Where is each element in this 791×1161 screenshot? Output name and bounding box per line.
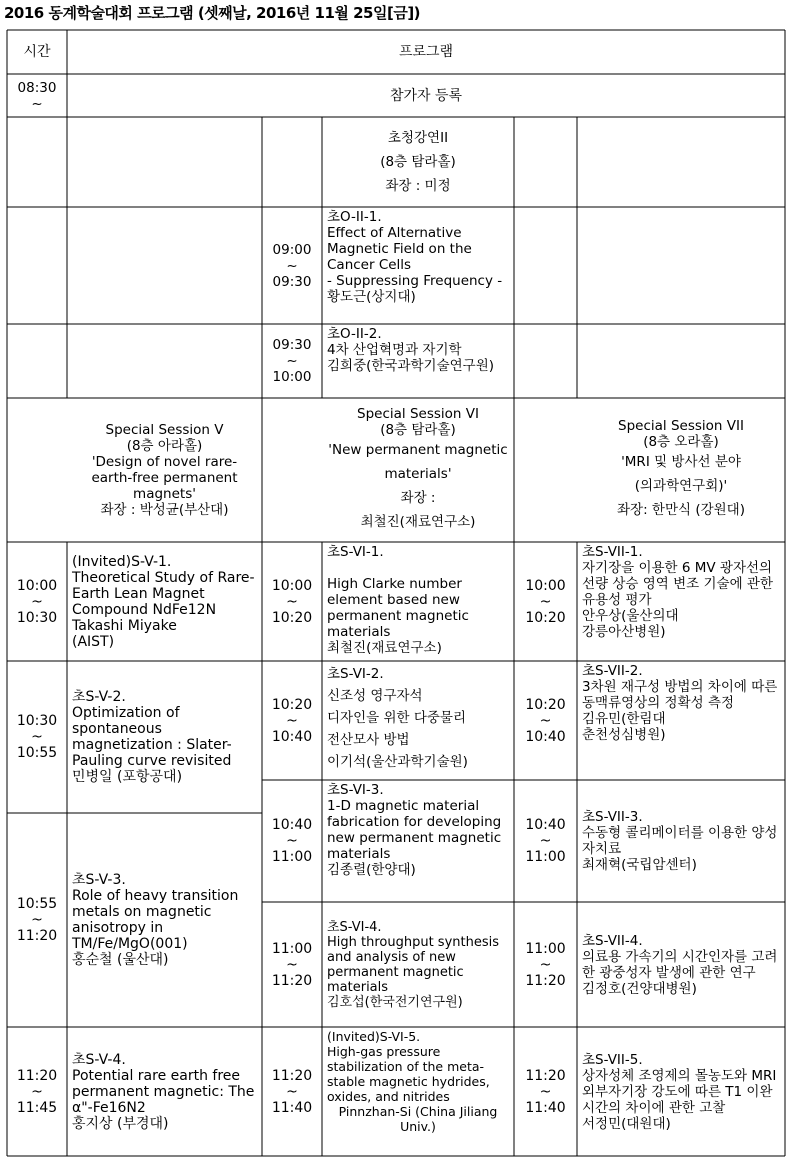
plenary2-room: (8층 탐라홀) [380, 154, 456, 170]
s6-talk3: 초S-VI-3. 1-D magnetic material fabrication for developing new permanent magnetic materials 김종렬(한양대) [327, 782, 502, 878]
session5-header [67, 398, 262, 542]
s6-talk3-time: 10:40 ~ 11:00 [271, 817, 313, 865]
s7-talk1-time: 10:00 ~ 10:20 [525, 577, 566, 626]
s7-talk3: 초S-VII-3. 수동형 콜리메이터를 이용한 양성자치료 최재혁(국립암센터) [582, 809, 778, 873]
s6-talk4-time: 11:00 ~ 11:20 [271, 940, 313, 989]
s6-talk5-author: Pinnzhan-Si (China Jiliang Univ.) [338, 1104, 498, 1134]
session5-room: (8층 아라홀) [126, 438, 203, 454]
session5-chair: 좌장 : 박성균(부산대) [100, 502, 229, 518]
s7-talk5-time: 11:20 ~ 11:40 [525, 1067, 566, 1116]
s5-talk1-time: 10:00 ~ 10:30 [16, 577, 58, 626]
s6-talk1: 초S-VI-1. High Clarke number element based new permanent magnetic materials 최철진(재료연구소) [327, 544, 469, 656]
session6-title: Special Session VI [357, 406, 479, 422]
s6-talk2: 초S-VI-2. 신조성 영구자석 디자인을 위한 다중물리 전산모사 방법 이기석(울산과학기술원) [327, 666, 468, 770]
session7-chair: 좌장: 한만식 (강원대) [617, 502, 745, 518]
session7-theme: 'MRI 및 방사선 분야 [621, 454, 741, 470]
s7-talk4: 초S-VII-4. 의료용 가속기의 시간인자를 고려한 광중성자 발생에 관한 연구 김정호(건양대병원) [582, 932, 778, 997]
s5-talk1: (Invited)S-V-1. Theoretical Study of Rare-Earth Lean Magnet Compound NdFe12N Takashi Miyake (AIST) [72, 553, 255, 650]
s7-talk1: 초S-VII-1. 자기장을 이용한 6 MV 광자선의 선량 상승 영역 변조 기술에 관한 유용성 평가 안우상(울산의대 강릉아산병원) [582, 544, 773, 640]
plenary2-chair: 좌장 : 미정 [385, 178, 451, 194]
s6-talk5-time: 11:20 ~ 11:40 [271, 1067, 313, 1116]
s5-talk2-time: 10:30 ~ 10:55 [16, 713, 58, 761]
header-time: 시간 [23, 44, 51, 60]
session5-theme: 'Design of novel rare-earth-free permanent magnets' [91, 454, 238, 502]
session6-chair: 최철진(재료연구소) [360, 514, 476, 530]
s6-talk5-text: (Invited)S-VI-5. High-gas pressure stabilization of the meta-stable magnetic hydrides, oxides, and nitrides [327, 1029, 490, 1104]
session7-room: (8층 오라홀) [643, 434, 719, 450]
s7-talk5: 초S-VII-5. 상자성체 조영제의 몰농도와 MRI 외부자기장 강도에 따른 T1 이완시간의 차이에 관한 고찰 서정민(대원대) [582, 1051, 777, 1132]
plenary2-talk2-time: 09:30 ~ 10:00 [272, 337, 312, 385]
session5-title: Special Session V [105, 422, 224, 438]
s5-talk3: 초S-V-3. Role of heavy transition metals on magnetic anisotropy in TM/Fe/MgO(001) 홍순철 (울산대) [72, 872, 239, 968]
session7-theme2: (의과학연구회)' [634, 478, 728, 494]
s5-talk4: 초S-V-4. Potential rare earth free permanent magnetic: The α"-Fe16N2 홍지상 (부경대) [72, 1051, 255, 1132]
s7-talk3-time: 10:40 ~ 11:00 [525, 817, 566, 865]
s5-talk2: 초S-V-2. Optimization of spontaneous magnetization : Slater-Pauling curve revisited 민병일 (포항공대) [72, 689, 232, 785]
plenary2-talk1-time: 09:00 ~ 09:30 [272, 241, 312, 290]
plenary2-talk2: 초O-II-2. 4차 산업혁명과 자기학 김희중(한국과학기술연구원) [327, 326, 495, 374]
session7-header [577, 398, 785, 542]
s6-talk2-time: 10:20 ~ 10:40 [271, 696, 313, 745]
s7-talk2: 초S-VII-2. 3차원 재구성 방법의 차이에 따른 동맥류영상의 정확성 측정 김유민(한림대 춘천성심병원) [582, 663, 778, 743]
s7-talk2-time: 10:20 ~ 10:40 [525, 696, 566, 745]
session6-room: (8층 탐라홀) [380, 422, 456, 438]
s6-talk4: 초S-VI-4. High throughput synthesis and analysis of new permanent magnetic materials 김호섭(한국전기연구원) [327, 919, 500, 1010]
header-program: 프로그램 [398, 44, 454, 60]
s5-talk3-time: 10:55 ~ 11:20 [16, 896, 58, 944]
s7-talk4-time: 11:00 ~ 11:20 [525, 940, 566, 989]
plenary2-talk1: 초O-II-1. Effect of Alternative Magnetic Field on the Cancer Cells - Suppressing Frequency - 황도근(상지대) [327, 209, 503, 305]
registration-time: 08:30 ~ [17, 79, 57, 112]
s5-talk4-time: 11:20 ~ 11:45 [16, 1067, 58, 1116]
s6-talk1-time: 10:00 ~ 10:20 [271, 577, 313, 626]
session7-title: Special Session VII [618, 418, 744, 434]
plenary2-title: 초청강연II [387, 130, 449, 146]
page-title: 2016 동계학술대회 프로그램 (셋째날, 2016년 11월 25일[금]) [4, 4, 421, 22]
registration-label: 참가자 등록 [389, 87, 463, 104]
session6-chair-label: 좌장 : [400, 490, 436, 506]
plenary2-header [322, 117, 514, 207]
session6-theme: 'New permanent magnetic materials' [328, 442, 508, 482]
s6-talk5 [322, 1027, 514, 1156]
session6-header [322, 398, 514, 542]
